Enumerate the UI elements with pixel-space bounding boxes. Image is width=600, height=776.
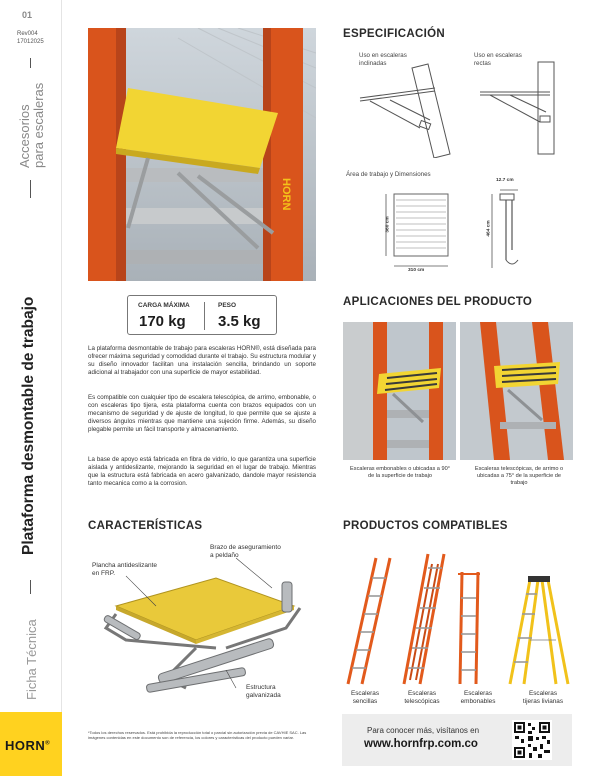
compatible-heading: PRODUCTOS COMPATIBLES (343, 520, 508, 532)
max-load-value: 170 kg (139, 313, 186, 330)
height-dimension: 464 cm (486, 220, 492, 237)
website-cta (342, 714, 572, 766)
product-title: Plataforma desmontable de trabajo (20, 296, 37, 555)
compatible-item-label: Escaleras telescópicas (404, 690, 440, 705)
dimensions-top-view (378, 180, 468, 280)
single-ladder (348, 558, 390, 684)
sidebar (0, 0, 62, 776)
structure-label: Estructura galvanizada (246, 684, 281, 699)
work-area-label: Área de trabajo y Dimensiones (346, 171, 431, 178)
revision-info (17, 30, 44, 46)
application-photo-90 (343, 322, 456, 460)
max-load-label: CARGA MÁXIMA (138, 302, 190, 309)
application-caption-90: Escaleras embonables o ubicadas a 90° de la superficie de trabajo (350, 466, 450, 479)
application-photo-75 (460, 322, 573, 460)
compatible-products-illustration (342, 550, 578, 688)
copyright-disclaimer: *Todos los derechos reservados. Está prohibida la reproducción total o parcial sin autorización previa de CAVHIE SAC. Las imágenes contenidas en este documento son de referencia, los colores y características del producto pueden variar. (88, 730, 307, 741)
specs-divider (204, 302, 205, 330)
svg-text:HORN: HORN (280, 178, 292, 211)
category-label: Accesorios para escaleras (17, 82, 46, 168)
product-photo (88, 28, 316, 281)
application-caption-75: Escaleras telescópicas, de arrimo o ubicadas a 75° de la superficie de trabajo (474, 466, 564, 486)
compatible-item-label: Escaleras embonables (460, 690, 496, 705)
compatible-item-label: Escaleras sencillas (350, 690, 380, 705)
use-straight-label: Uso en escaleras rectas (474, 52, 522, 67)
page-number: 01 (22, 10, 33, 20)
sectional-ladder (458, 572, 480, 684)
step-ladder (510, 576, 568, 684)
plate-label: Plancha antideslizante en FRP. (92, 562, 158, 577)
characteristics-heading: CARACTERÍSTICAS (88, 520, 203, 532)
specs-box (127, 295, 277, 335)
telescopic-ladder (404, 554, 444, 684)
sidebar-divider (30, 580, 31, 594)
arm-label: Brazo de aseguramiento a peldaño (210, 544, 281, 559)
usage-diagram (350, 58, 580, 158)
applications-heading: APLICACIONES DEL PRODUCTO (343, 296, 533, 308)
description-paragraph: La plataforma desmontable de trabajo para escaleras HORN®, está diseñada para ofrecer máxima seguridad y comodidad durante el trabajo. Su estructura modular y su diseño innovador facilitan una instalación sencilla, brindando un soporte adicional al trabajador con una superficie de mayor estabilidad. (88, 345, 316, 376)
width-dimension: 310 cm (408, 268, 425, 273)
doc-type-label: Ficha Técnica (24, 619, 39, 700)
revision: Rev004 (17, 31, 38, 37)
description-paragraph: La base de apoyo está fabricada en fibra de vidrio, lo que garantiza una superficie aislada y antideslizante, mejorando la seguridad en el lugar de trabajo. Mientras que la estructura está fabricada en acero galvanizado, dandole mayor resistencia tanto mecanica como a la corrosion. (88, 456, 316, 487)
weight-label: PESO (218, 302, 237, 309)
website-link[interactable]: www.hornfrp.com.co (364, 738, 478, 750)
revision-date: 17012025 (17, 39, 44, 45)
brand-logo-box (0, 712, 62, 776)
sidebar-divider (30, 180, 31, 198)
use-inclined-label: Uso en escaleras inclinadas (359, 52, 407, 67)
depth-dimension: 360 cm (385, 216, 391, 233)
specification-heading: ESPECIFICACIÓN (343, 28, 445, 40)
description-paragraph: Es compatible con cualquier tipo de escalera telescópica, de arrimo, embonable, o con escaleras tipo tijera, esta plataforma cuenta con brazos equipados con un mecanismo de seguridad y de ajuste de longitud, lo que permite que se ajuste a diversos ángulos mientras que mantiene una sujeción firme. Además, su diseño plegable permite un fácil transporte y almacenamiento. (88, 394, 316, 433)
cta-text: Para conocer más, visítanos en (367, 726, 480, 735)
ladder-rung (126, 250, 263, 264)
brand-logo: HORN® (5, 738, 51, 753)
compatible-item-label: Escaleras tijeras livianas (522, 690, 564, 705)
weight-value: 3.5 kg (218, 313, 261, 330)
qr-code-icon[interactable] (512, 720, 552, 760)
sidebar-divider (30, 58, 31, 68)
top-dimension: 12.7 cm (496, 178, 514, 183)
